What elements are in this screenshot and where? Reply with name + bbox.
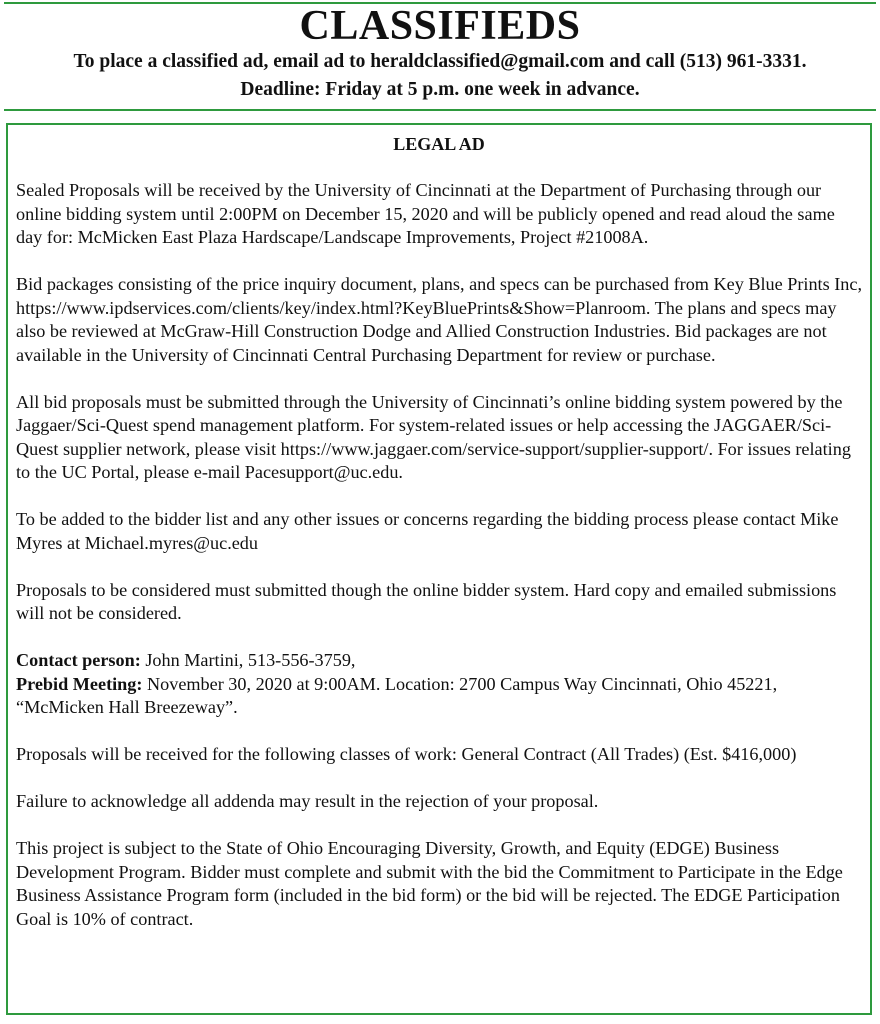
placement-instructions: To place a classified ad, email ad to heraldclassified@gmail.com and call (513) 961-3331. bbox=[73, 51, 807, 72]
ad-contact-block bbox=[16, 649, 864, 720]
ad-paragraph-online-system: All bid proposals must be submitted through the University of Cincinnati’s online bidding system powered by the Jaggaer/Sci-Quest spend management platform. For system-related issues or help accessing the JAGGAER/Sci-Quest supplier network, please visit https://www.jaggaer.com/service-support/supplier-support/. For issues relating to the UC Portal, please e-mail Pacesupport@uc.edu. bbox=[16, 391, 851, 482]
ad-paragraph-bidder-list: To be added to the bidder list and any other issues or concerns regarding the bidding process please contact Mike Myres at Michael.myres@uc.edu bbox=[16, 509, 839, 553]
ad-paragraph-bid-packages: Bid packages consisting of the price inquiry document, plans, and specs can be purchased from Key Blue Prints Inc, https://www.ipdservices.com/clients/key/index.html?KeyBluePrints&Show=Planroom. The plans and specs may also be reviewed at McGraw-Hill Construction Dodge and Allied Construction Industries. Bid packages are not available in the University of Cincinnati Central Purchasing Department for review or purchase. bbox=[16, 274, 863, 365]
ad-paragraph-proposals: Sealed Proposals will be received by the University of Cincinnati at the Department of Purchasing through our online bidding system until 2:00PM on December 15, 2020 and will be publicly opened and read aloud the same day for: McMicken East Plaza Hardscape/Landscape Improvements, Project #21008A. bbox=[16, 180, 835, 247]
ad-paragraph-classes-of-work: Proposals will be received for the following classes of work: General Contract (All Trades) (Est. $416,000) bbox=[16, 744, 797, 764]
header-divider bbox=[4, 109, 876, 111]
ad-paragraph-edge: This project is subject to the State of Ohio Encouraging Diversity, Growth, and Equity (EDGE) Business Development Program. Bidder must complete and submit with the bid the Commitment to Participate in the Edge Business Assistance Program form (included in the bid form) or the bid will be rejected. The EDGE Participation Goal is 10% of contract. bbox=[16, 838, 843, 929]
ad-paragraph-submission: Proposals to be considered must submitted though the online bidder system. Hard copy and emailed submissions will not be considered. bbox=[16, 579, 837, 623]
ad-body bbox=[16, 179, 864, 955]
contact-value: John Martini, 513-556-3759, bbox=[140, 650, 356, 670]
ad-heading: LEGAL AD bbox=[393, 134, 485, 154]
deadline-notice: Deadline: Friday at 5 p.m. one week in advance. bbox=[240, 79, 640, 100]
classifieds-header bbox=[0, 0, 880, 104]
page-title: CLASSIFIEDS bbox=[299, 3, 581, 49]
ad-paragraph-addenda: Failure to acknowledge all addenda may result in the rejection of your proposal. bbox=[16, 791, 599, 811]
prebid-label: Prebid Meeting: bbox=[16, 673, 143, 694]
legal-ad-box bbox=[6, 123, 872, 1015]
prebid-value: November 30, 2020 at 9:00AM. Location: 2700 Campus Way Cincinnati, Ohio 45221, “McMicken Hall Breezeway”. bbox=[16, 673, 778, 717]
contact-label: Contact person: bbox=[16, 650, 141, 670]
